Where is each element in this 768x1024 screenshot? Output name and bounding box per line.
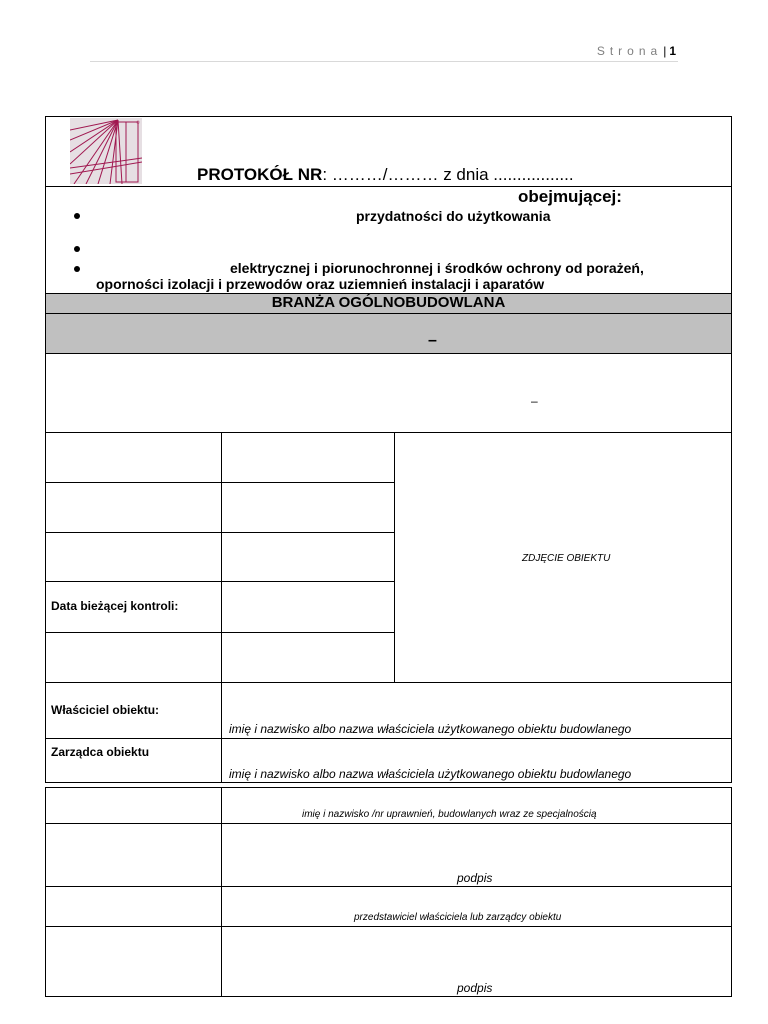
manager-label: Zarządca obiektu — [51, 745, 150, 759]
bullet-dot — [74, 213, 80, 219]
bullet-item-3: elektrycznej i piorunochronnej i środków ochrony od porażeń, — [230, 260, 644, 276]
owner-hint: imię i nazwisko albo nazwa właściciela użytkowanego obiektu budowlanego — [229, 722, 632, 736]
bullet-item-3-cont: oporności izolacji i przewodów oraz uziemnień instalacji i aparatów — [96, 276, 545, 292]
protocol-title: PROTOKÓŁ NR: ………/……… z dnia ................. — [197, 165, 574, 184]
company-logo — [70, 118, 142, 184]
date-label: Data bieżącej kontroli: — [51, 599, 179, 613]
svg-text:®: ® — [136, 120, 140, 125]
photo-placeholder: ZDJĘCIE OBIEKTU — [522, 553, 611, 564]
representative-hint: przedstawiciel właściciela lub zarządcy obiektu — [354, 912, 562, 923]
signature-label-1: podpis — [457, 871, 493, 885]
owner-label: Właściciel obiektu: — [51, 703, 160, 717]
object-dash: – — [531, 394, 538, 408]
manager-hint: imię i nazwisko albo nazwa właściciela użytkowanego obiektu budowlanego — [229, 767, 632, 781]
section-title: BRANŻA OGÓLNOBUDOWLANA — [271, 294, 506, 311]
bullet-dot — [74, 246, 80, 252]
page-number-value: 1 — [669, 44, 676, 58]
signature-label-2: podpis — [457, 981, 493, 995]
bullet-item-1: przydatności do użytkowania — [356, 208, 551, 224]
page-word: Strona — [596, 44, 663, 58]
bullet-dot — [74, 266, 80, 272]
page-number: Strona| 1 — [596, 44, 676, 58]
protocol-subtitle: obejmującej: — [518, 187, 622, 206]
page-header — [90, 42, 678, 62]
section-dash: – — [428, 332, 437, 349]
inspector-hint: imię i nazwisko /nr uprawnień, budowlanych wraz ze specjalnością — [302, 809, 597, 820]
